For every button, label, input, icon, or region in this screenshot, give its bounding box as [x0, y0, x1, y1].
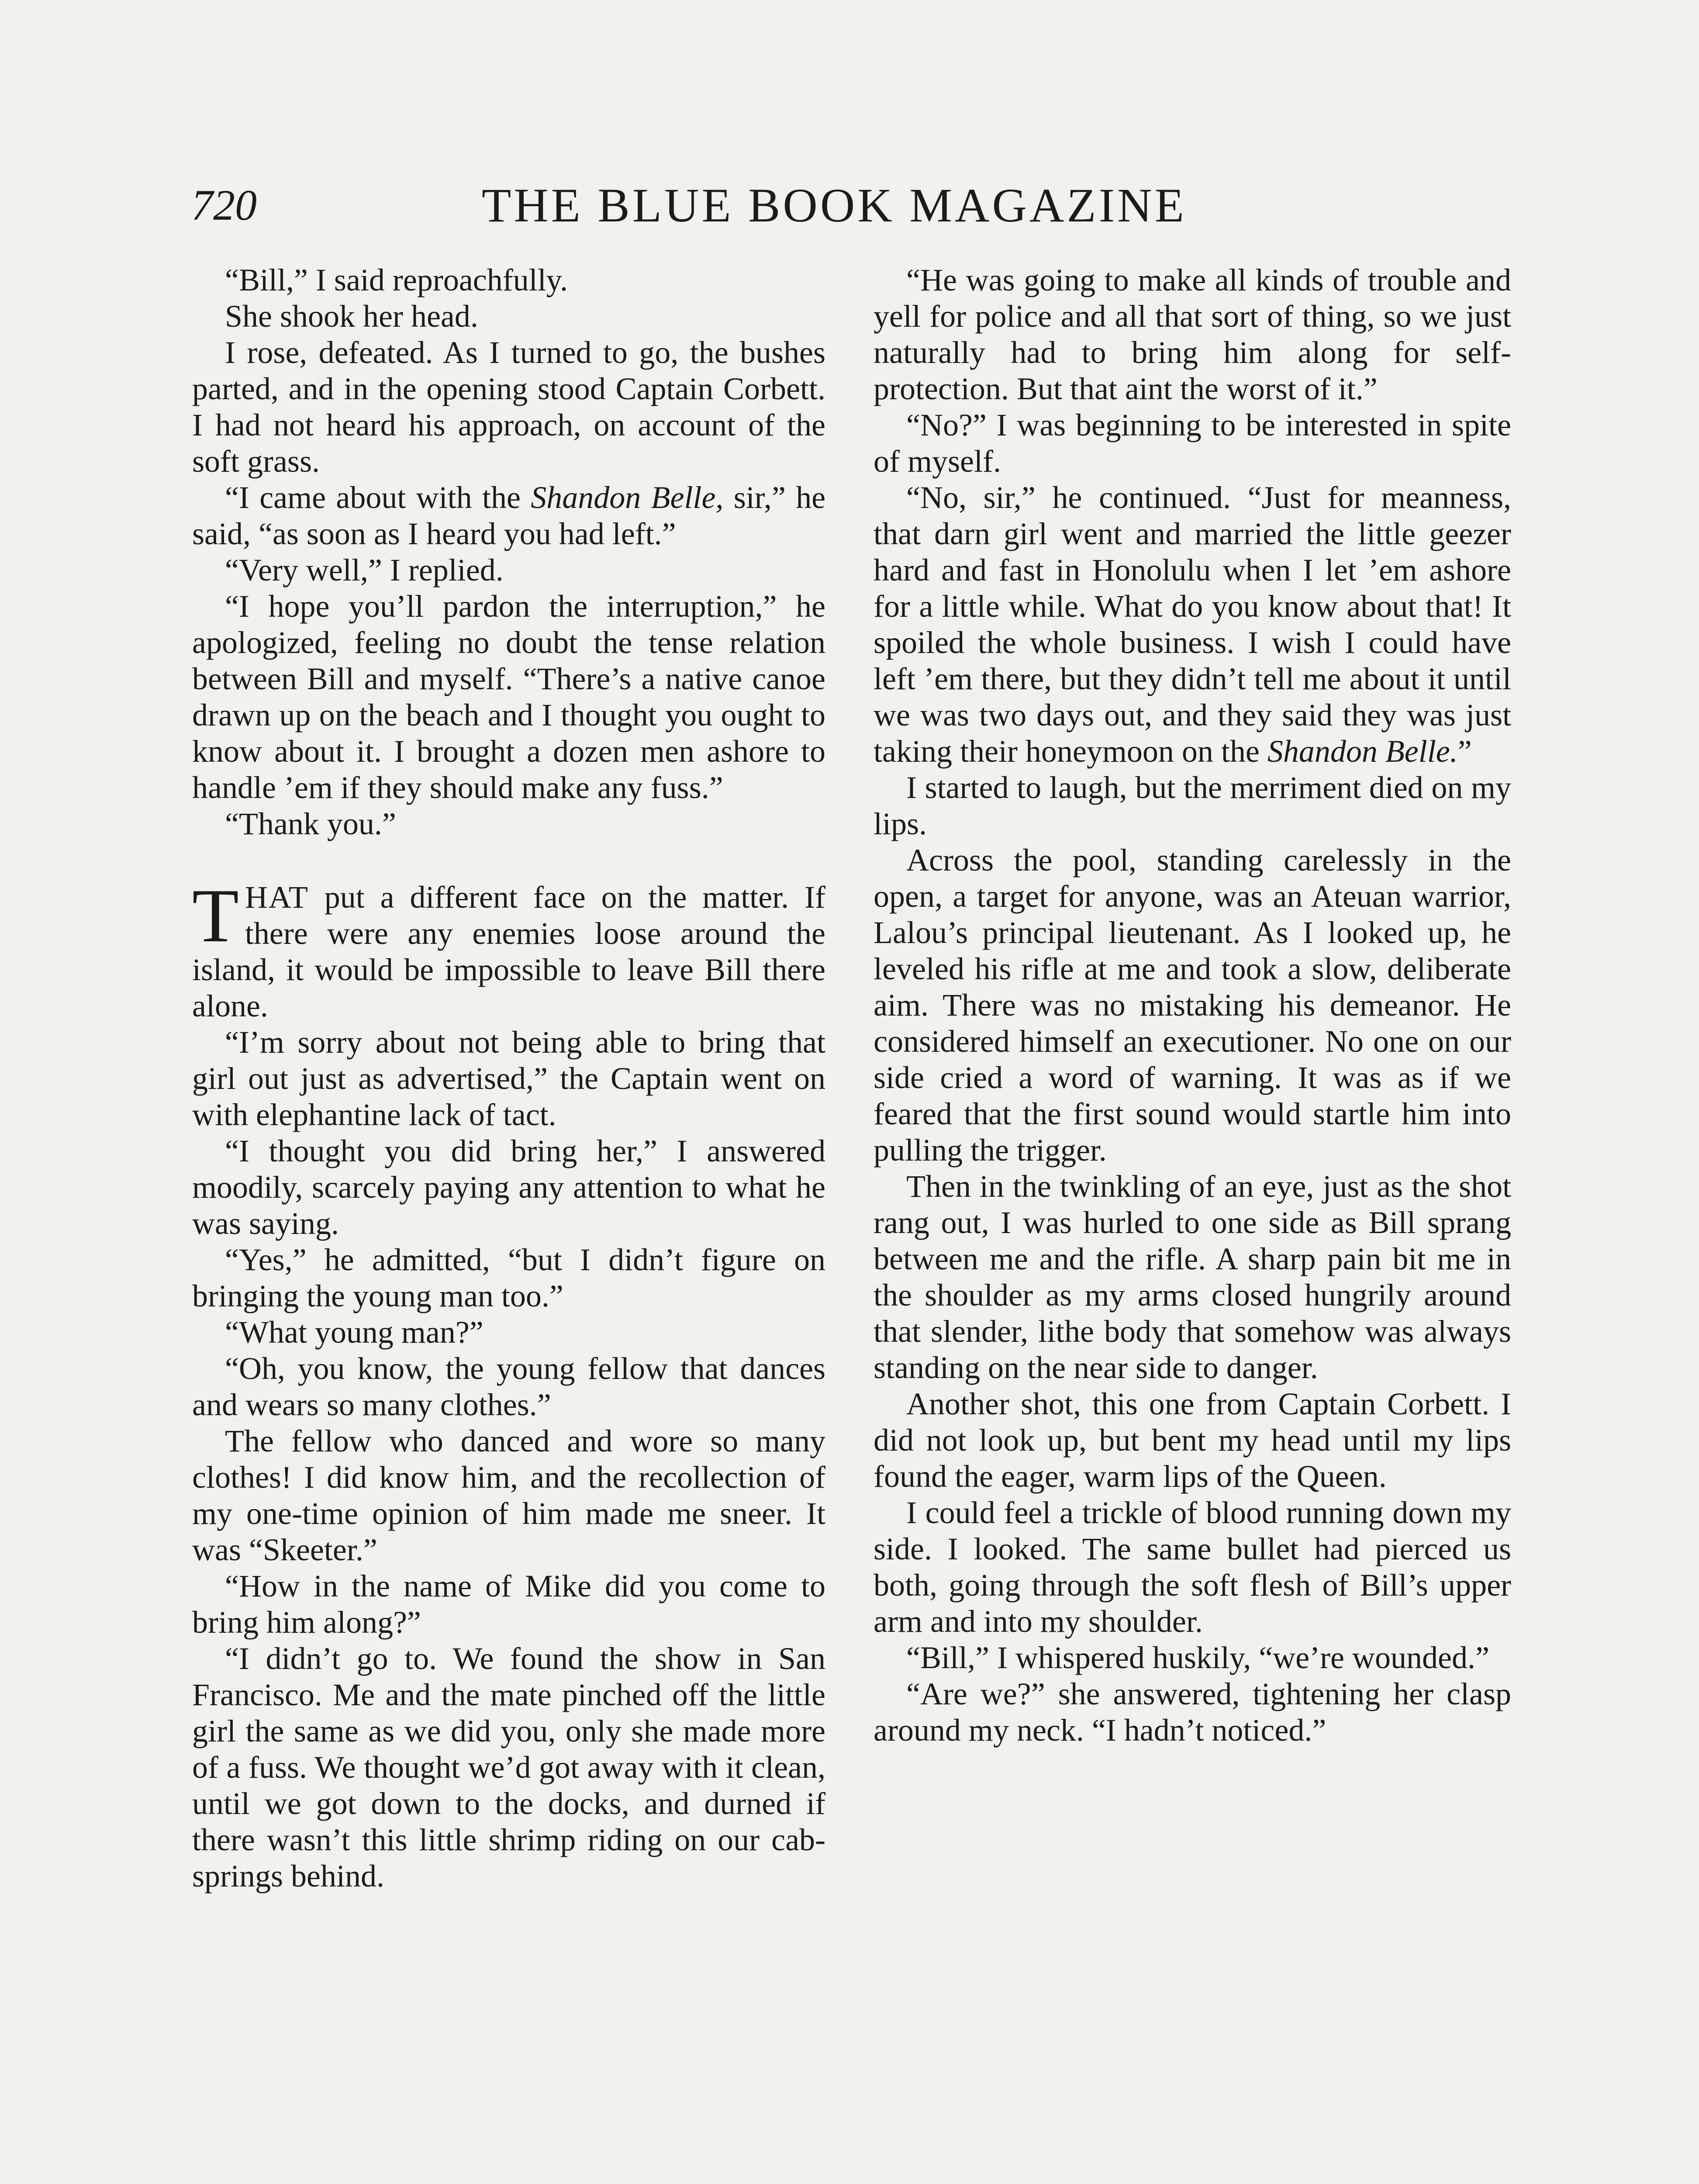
section-opening-paragraph	[192, 873, 825, 1024]
ship-name: Shandon Belle.	[1267, 734, 1458, 769]
paragraph: “What young man?”	[225, 1315, 483, 1350]
text-span: “No, sir,” he continued. “Just for meanness, that darn girl went and married the little geezer hard and fast in Honolulu when I let ’em ashore for a little while. What do you know about that! It spoiled the whole business. I wish I could have left ’em there, but they didn’t tell me about it until we was two days out, and they said they was just taking their honeymoon on the	[874, 480, 1511, 769]
paragraph: She shook her head.	[225, 299, 478, 334]
text-span: “I came about with the	[225, 480, 531, 515]
paragraph: “How in the name of Mike did you come to bring him along?”	[192, 1569, 825, 1640]
paragraph: I could feel a trickle of blood running down my side. I looked. The same bullet had pierced us both, going through the soft flesh of Bill’s upper arm and into my shoulder.	[874, 1495, 1511, 1639]
paragraph: The fellow who danced and wore so many clothes! I did know him, and the recollection of my one-time opinion of him made me sneer. It was “Skeeter.”	[192, 1424, 825, 1567]
paragraph: “He was going to make all kinds of trouble and yell for police and all that sort of thing, so we just naturally had to bring him along for self-protection. But that aint the worst of it.”	[874, 263, 1511, 406]
text-span: ”	[1457, 734, 1472, 769]
paragraph: “Bill,” I whispered huskily, “we’re wounded.”	[906, 1640, 1489, 1675]
paragraph: “Bill,” I said reproachfully.	[225, 263, 568, 297]
paragraph: Another shot, this one from Captain Corbett. I did not look up, but bent my head until my lips found the eager, warm lips of the Queen.	[874, 1386, 1511, 1494]
text-span: sir,” he said, “as soon as I heard you had left.”	[192, 480, 826, 551]
paragraph: Then in the twinkling of an eye, just as the shot rang out, I was hurled to one side as Bill sprang between me and the rifle. A sharp pain bit me in the shoulder as my arms closed hungrily around that slender, lithe body that somehow was always standing on the near side to danger.	[874, 1169, 1511, 1385]
paragraph: “Thank you.”	[225, 806, 396, 841]
paragraph: “I’m sorry about not being able to bring that girl out just as advertised,” the Captain went on with elephantine lack of tact.	[192, 1025, 825, 1132]
paragraph	[192, 480, 825, 552]
paragraph: I started to laugh, but the merriment died on my lips.	[874, 770, 1511, 841]
paragraph: I rose, defeated. As I turned to go, the bushes parted, and in the opening stood Captain Corbett. I had not heard his approach, on account of the soft grass.	[192, 335, 825, 479]
paragraph	[874, 480, 1511, 770]
paragraph: “I hope you’ll pardon the interruption,” he apologized, feeling no doubt the tense relation between Bill and myself. “There’s a native canoe drawn up on the beach and I thought you ought to know about it. I brought a dozen men ashore to handle ’em if they should make any fuss.”	[192, 589, 825, 805]
left-column	[192, 262, 825, 1894]
paragraph: “Are we?” she answered, tightening her clasp around my neck. “I hadn’t noticed.”	[874, 1676, 1511, 1748]
text-span: put a different face on the matter. If there were any enemies loose around the island, it would be impossible to leave Bill there alone.	[192, 880, 825, 1023]
right-column	[874, 262, 1511, 1749]
lead-word: HAT	[245, 880, 309, 915]
page-number: 720	[191, 181, 257, 229]
paragraph: “Very well,” I replied.	[225, 553, 504, 587]
paragraph: Across the pool, standing carelessly in the open, a target for anyone, was an Ateuan warrior, Lalou’s principal lieutenant. As I looked up, he leveled his rifle at me and took a slow, deliberate aim. There was no mistaking his demeanor. He considered himself an executioner. No one on our side cried a word of warning. It was as if we feared that the first sound would startle him into pulling the trigger.	[874, 843, 1511, 1168]
paragraph: “No?” I was beginning to be interested in spite of myself.	[874, 408, 1511, 479]
ship-name: Shandon Belle,	[531, 480, 724, 515]
drop-cap: T	[192, 873, 239, 958]
paragraph: “Oh, you know, the young fellow that dances and wears so many clothes.”	[192, 1351, 825, 1422]
paragraph: “Yes,” he admitted, “but I didn’t figure on bringing the young man too.”	[192, 1242, 825, 1313]
magazine-title: THE BLUE BOOK MAGAZINE	[482, 179, 1187, 232]
page-header	[191, 175, 1218, 236]
paragraph: “I didn’t go to. We found the show in San Francisco. Me and the mate pinched off the little girl the same as we did you, only she made more of a fuss. We thought we’d got away with it clean, until we got down to the docks, and durned if there wasn’t this little shrimp riding on our cab-springs behind.	[192, 1641, 825, 1894]
paragraph: “I thought you did bring her,” I answered moodily, scarcely paying any attention to what he was saying.	[192, 1133, 825, 1241]
